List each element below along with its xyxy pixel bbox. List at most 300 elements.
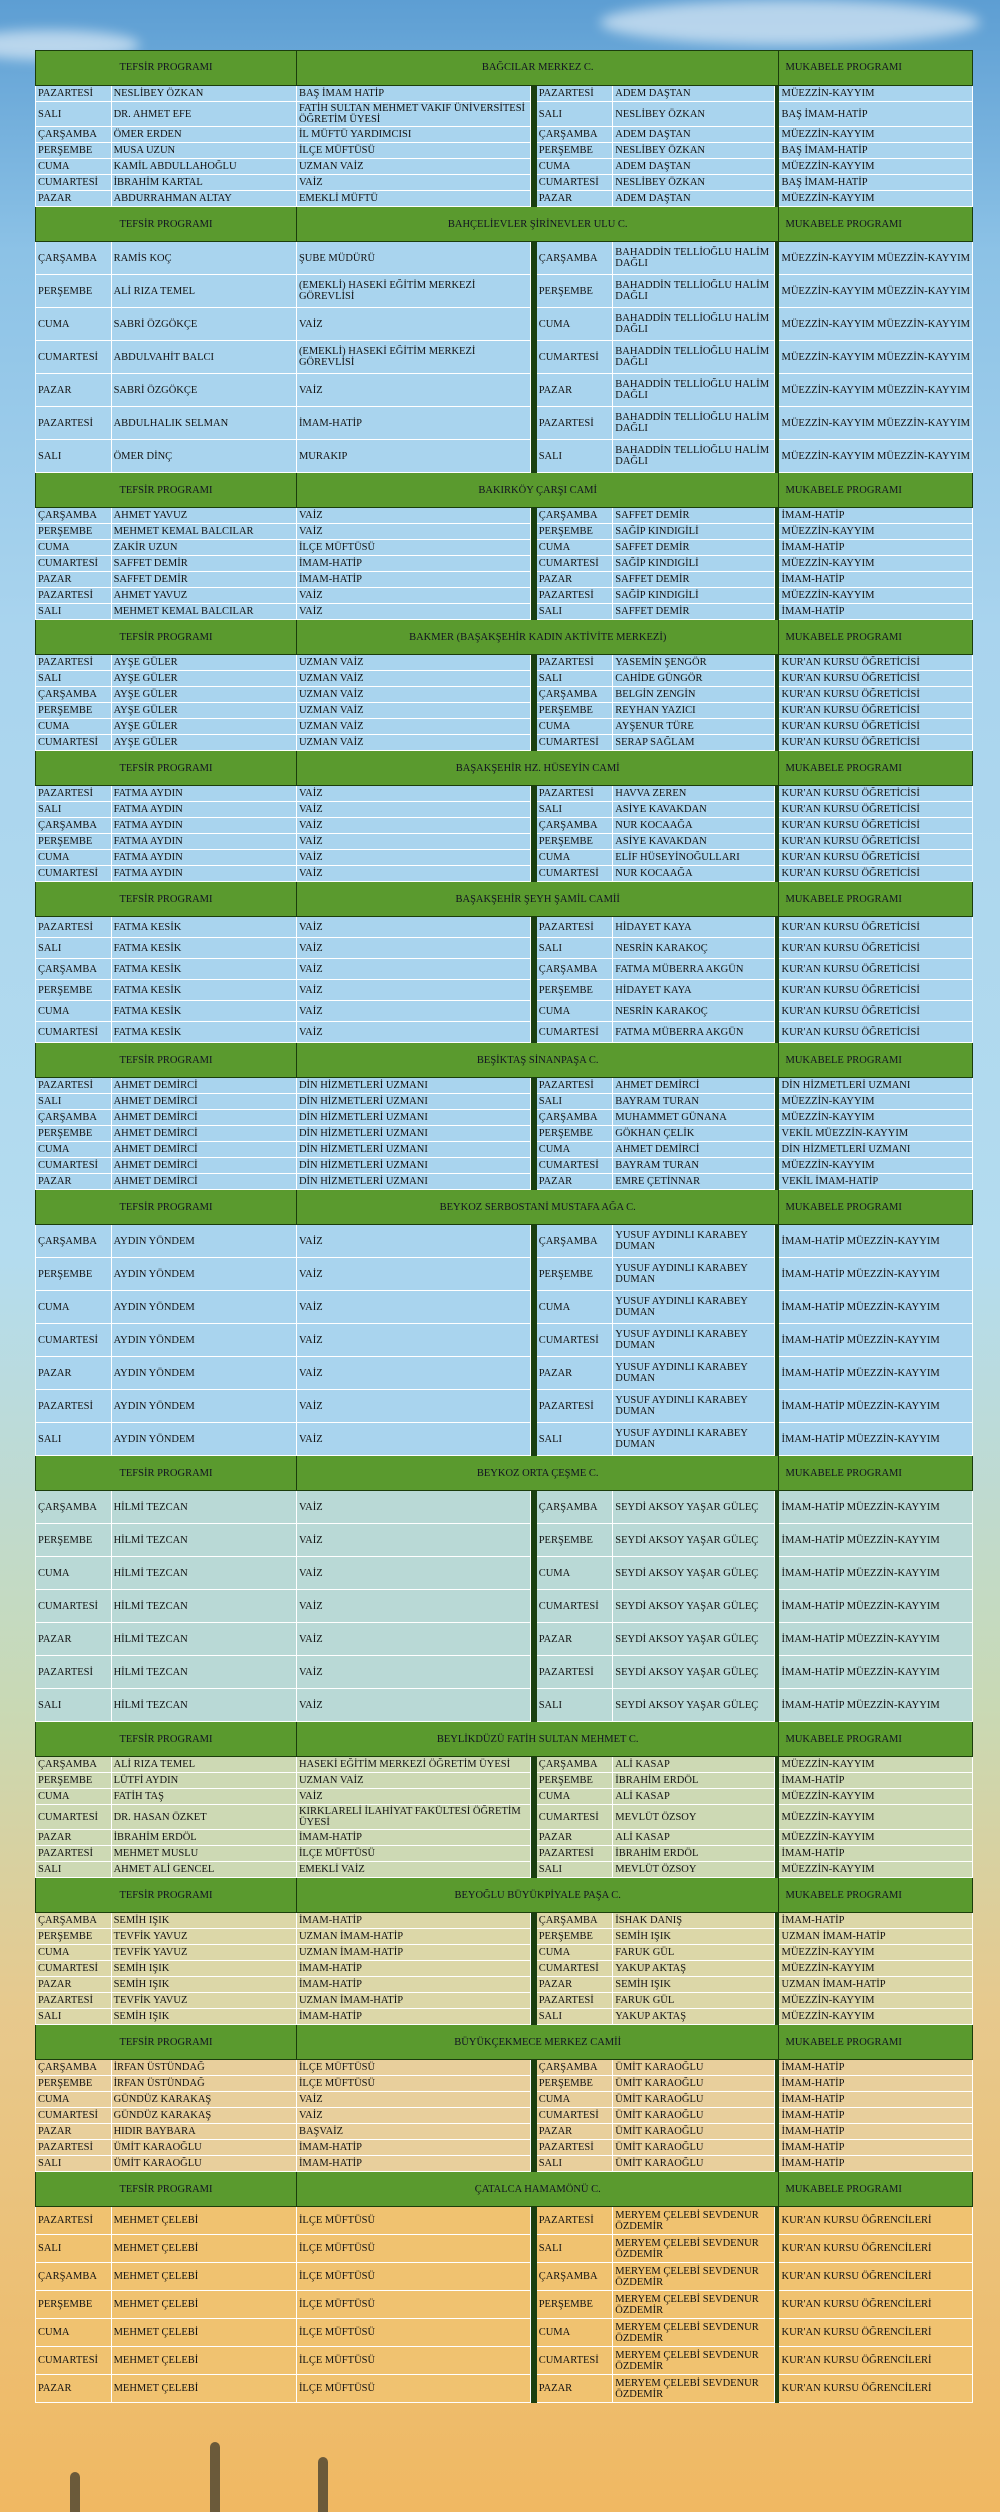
mukabele-day: PAZAR xyxy=(536,1174,613,1190)
tefsir-name: AYŞE GÜLER xyxy=(111,671,296,687)
tefsir-title: İLÇE MÜFTÜSÜ xyxy=(296,1846,530,1862)
mukabele-name: SAĞİP KINDIGİLİ xyxy=(613,524,775,540)
mukabele-day: SALI xyxy=(536,1862,613,1878)
tefsir-title: UZMAN İMAM-HATİP xyxy=(296,1945,530,1961)
mukabele-name: YAKUP AKTAŞ xyxy=(613,1961,775,1977)
table-row xyxy=(36,1977,973,1993)
mukabele-heading: MUKABELE PROGRAMI xyxy=(779,882,973,917)
mukabele-day: PAZARTESİ xyxy=(536,588,613,604)
tefsir-name: AYDIN YÖNDEM xyxy=(111,1390,296,1423)
mukabele-title: İMAM-HATİP MÜEZZİN-KAYYIM xyxy=(779,1423,973,1456)
tefsir-day: ÇARŞAMBA xyxy=(36,959,112,980)
tefsir-title: VAİZ xyxy=(296,938,530,959)
tefsir-name: SAFFET DEMİR xyxy=(111,572,296,588)
mukabele-title: İMAM-HATİP xyxy=(779,604,973,620)
mukabele-day: CUMARTESİ xyxy=(536,1590,613,1623)
tefsir-title: DİN HİZMETLERİ UZMANI xyxy=(296,1142,530,1158)
table-row xyxy=(36,1174,973,1190)
tefsir-day: PAZAR xyxy=(36,2375,112,2403)
section-header xyxy=(36,620,973,655)
tefsir-title: İMAM-HATİP xyxy=(296,407,530,440)
tefsir-title: İLÇE MÜFTÜSÜ xyxy=(296,2291,530,2319)
tefsir-name: MUSA UZUN xyxy=(111,143,296,159)
mukabele-name: İSHAK DANIŞ xyxy=(613,1913,775,1929)
mukabele-name: NESLİBEY ÖZKAN xyxy=(613,175,775,191)
mukabele-name: FATMA MÜBERRA AKGÜN xyxy=(613,959,775,980)
tefsir-title: VAİZ xyxy=(296,604,530,620)
tefsir-day: CUMA xyxy=(36,2092,112,2108)
mukabele-day: CUMA xyxy=(536,719,613,735)
tefsir-day: ÇARŞAMBA xyxy=(36,1110,112,1126)
mukabele-title: İMAM-HATİP xyxy=(779,2076,973,2092)
mukabele-day: ÇARŞAMBA xyxy=(536,1225,613,1258)
tefsir-title: VAİZ xyxy=(296,866,530,882)
table-row xyxy=(36,1126,973,1142)
tefsir-day: SALI xyxy=(36,1689,112,1722)
tefsir-title: UZMAN VAİZ xyxy=(296,655,530,671)
tefsir-day: CUMA xyxy=(36,1557,112,1590)
mukabele-title: MÜEZZİN-KAYYIM xyxy=(779,191,973,207)
section-header xyxy=(36,1878,973,1913)
mukabele-name: YUSUF AYDINLI KARABEY DUMAN xyxy=(613,1390,775,1423)
tefsir-name: İRFAN ÜSTÜNDAĞ xyxy=(111,2076,296,2092)
mukabele-name: YUSUF AYDINLI KARABEY DUMAN xyxy=(613,1225,775,1258)
tefsir-title: VAİZ xyxy=(296,1258,530,1291)
mukabele-day: ÇARŞAMBA xyxy=(536,1491,613,1524)
table-row xyxy=(36,86,973,102)
table-row xyxy=(36,1961,973,1977)
mukabele-name: AHMET DEMİRCİ xyxy=(613,1078,775,1094)
tefsir-title: İMAM-HATİP xyxy=(296,1977,530,1993)
table-row xyxy=(36,2009,973,2025)
mukabele-day: ÇARŞAMBA xyxy=(536,1110,613,1126)
tefsir-name: AHMET DEMİRCİ xyxy=(111,1174,296,1190)
mukabele-name: NESLİBEY ÖZKAN xyxy=(613,102,775,127)
mukabele-name: SEYDİ AKSOY YAŞAR GÜLEÇ xyxy=(613,1623,775,1656)
mukabele-name: SEMİH IŞIK xyxy=(613,1977,775,1993)
tefsir-name: AYDIN YÖNDEM xyxy=(111,1258,296,1291)
tefsir-title: VAİZ xyxy=(296,1022,530,1043)
tefsir-title: VAİZ xyxy=(296,524,530,540)
mukabele-name: NESRİN KARAKOÇ xyxy=(613,1001,775,1022)
table-row xyxy=(36,191,973,207)
table-row xyxy=(36,2124,973,2140)
tefsir-day: SALI xyxy=(36,2156,112,2172)
table-row xyxy=(36,1094,973,1110)
tefsir-title: VAİZ xyxy=(296,1225,530,1258)
tefsir-day: PAZARTESİ xyxy=(36,786,112,802)
mukabele-name: SEYDİ AKSOY YAŞAR GÜLEÇ xyxy=(613,1590,775,1623)
tefsir-day: CUMARTESİ xyxy=(36,735,112,751)
mukabele-name: SERAP SAĞLAM xyxy=(613,735,775,751)
table-row xyxy=(36,2319,973,2347)
tefsir-title: VAİZ xyxy=(296,959,530,980)
tefsir-heading: TEFSİR PROGRAMI xyxy=(36,2172,297,2207)
tefsir-name: FATMA KESİK xyxy=(111,938,296,959)
tefsir-day: ÇARŞAMBA xyxy=(36,2060,112,2076)
tefsir-name: AHMET DEMİRCİ xyxy=(111,1078,296,1094)
tefsir-title: İLÇE MÜFTÜSÜ xyxy=(296,2347,530,2375)
table-row xyxy=(36,2156,973,2172)
tefsir-day: SALI xyxy=(36,1423,112,1456)
mukabele-name: SEYDİ AKSOY YAŞAR GÜLEÇ xyxy=(613,1524,775,1557)
tefsir-day: CUMA xyxy=(36,2319,112,2347)
tefsir-name: NESLİBEY ÖZKAN xyxy=(111,86,296,102)
mosque-title: BEYKOZ SERBOSTANİ MUSTAFA AĞA C. xyxy=(296,1190,779,1225)
mukabele-day: PAZAR xyxy=(536,2375,613,2403)
tefsir-title: İMAM-HATİP xyxy=(296,2009,530,2025)
mosque-title: BEYOĞLU BÜYÜKPİYALE PAŞA C. xyxy=(296,1878,779,1913)
tefsir-title: İLÇE MÜFTÜSÜ xyxy=(296,540,530,556)
mukabele-title: MÜEZZİN-KAYYIM xyxy=(779,1094,973,1110)
table-row xyxy=(36,1390,973,1423)
mosque-title: BAKIRKÖY ÇARŞI CAMİ xyxy=(296,473,779,508)
mukabele-title: MÜEZZİN-KAYYIM MÜEZZİN-KAYYIM xyxy=(779,242,973,275)
mukabele-name: İBRAHİM ERDÖL xyxy=(613,1846,775,1862)
tefsir-title: İLÇE MÜFTÜSÜ xyxy=(296,2060,530,2076)
table-row xyxy=(36,1557,973,1590)
tefsir-day: CUMARTESİ xyxy=(36,1805,112,1830)
mukabele-title: İMAM-HATİP MÜEZZİN-KAYYIM xyxy=(779,1557,973,1590)
mukabele-day: CUMA xyxy=(536,159,613,175)
mukabele-title: İMAM-HATİP xyxy=(779,2124,973,2140)
mukabele-day: PAZARTESİ xyxy=(536,2207,613,2235)
tefsir-title: UZMAN İMAM-HATİP xyxy=(296,1993,530,2009)
tefsir-title: VAİZ xyxy=(296,834,530,850)
table-row xyxy=(36,866,973,882)
mosque-title: BAHÇELİEVLER ŞİRİNEVLER ULU C. xyxy=(296,207,779,242)
tefsir-day: CUMA xyxy=(36,1291,112,1324)
tefsir-day: CUMARTESİ xyxy=(36,866,112,882)
tefsir-title: VAİZ xyxy=(296,175,530,191)
mukabele-name: SEMİH IŞIK xyxy=(613,1929,775,1945)
mukabele-title: MÜEZZİN-KAYYIM xyxy=(779,588,973,604)
tefsir-day: SALI xyxy=(36,604,112,620)
mukabele-name: YASEMİN ŞENGÖR xyxy=(613,655,775,671)
mukabele-title: MÜEZZİN-KAYYIM xyxy=(779,1110,973,1126)
mukabele-day: CUMARTESİ xyxy=(536,1805,613,1830)
mukabele-name: MERYEM ÇELEBİ SEVDENUR ÖZDEMİR xyxy=(613,2235,775,2263)
tefsir-day: PERŞEMBE xyxy=(36,1258,112,1291)
tefsir-name: HİLMİ TEZCAN xyxy=(111,1590,296,1623)
mukabele-title: KUR'AN KURSU ÖĞRETİCİSİ xyxy=(779,671,973,687)
tefsir-name: HİLMİ TEZCAN xyxy=(111,1557,296,1590)
mukabele-title: KUR'AN KURSU ÖĞRENCİLERİ xyxy=(779,2375,973,2403)
tefsir-name: FATİH TAŞ xyxy=(111,1789,296,1805)
tefsir-day: PAZARTESİ xyxy=(36,86,112,102)
tefsir-name: AHMET DEMİRCİ xyxy=(111,1094,296,1110)
mukabele-title: KUR'AN KURSU ÖĞRENCİLERİ xyxy=(779,2263,973,2291)
table-row xyxy=(36,2108,973,2124)
table-row xyxy=(36,1773,973,1789)
tefsir-title: UZMAN VAİZ xyxy=(296,159,530,175)
tefsir-title: DİN HİZMETLERİ UZMANI xyxy=(296,1078,530,1094)
mukabele-name: MERYEM ÇELEBİ SEVDENUR ÖZDEMİR xyxy=(613,2207,775,2235)
tefsir-title: DİN HİZMETLERİ UZMANI xyxy=(296,1094,530,1110)
section-header xyxy=(36,1722,973,1757)
mukabele-day: PAZARTESİ xyxy=(536,407,613,440)
tefsir-day: CUMA xyxy=(36,719,112,735)
mukabele-day: PERŞEMBE xyxy=(536,834,613,850)
tefsir-name: ABDULHALIK SELMAN xyxy=(111,407,296,440)
tefsir-title: EMEKLİ MÜFTÜ xyxy=(296,191,530,207)
tefsir-name: AHMET DEMİRCİ xyxy=(111,1126,296,1142)
tefsir-name: TEVFİK YAVUZ xyxy=(111,1993,296,2009)
tefsir-name: MEHMET ÇELEBİ xyxy=(111,2235,296,2263)
tefsir-heading: TEFSİR PROGRAMI xyxy=(36,1722,297,1757)
tefsir-day: CUMARTESİ xyxy=(36,1590,112,1623)
mukabele-name: SAFFET DEMİR xyxy=(613,572,775,588)
tefsir-name: FATMA AYDIN xyxy=(111,802,296,818)
table-row xyxy=(36,1846,973,1862)
tefsir-day: PERŞEMBE xyxy=(36,980,112,1001)
mukabele-title: MÜEZZİN-KAYYIM MÜEZZİN-KAYYIM xyxy=(779,275,973,308)
tefsir-title: VAİZ xyxy=(296,1656,530,1689)
mukabele-name: FARUK GÜL xyxy=(613,1945,775,1961)
tefsir-day: SALI xyxy=(36,938,112,959)
mukabele-day: ÇARŞAMBA xyxy=(536,1757,613,1773)
table-row xyxy=(36,1142,973,1158)
tefsir-day: PERŞEMBE xyxy=(36,1773,112,1789)
tefsir-name: AYDIN YÖNDEM xyxy=(111,1291,296,1324)
table-row xyxy=(36,671,973,687)
tefsir-title: VAİZ xyxy=(296,1390,530,1423)
mukabele-name: ÜMİT KARAOĞLU xyxy=(613,2092,775,2108)
mukabele-title: KUR'AN KURSU ÖĞRENCİLERİ xyxy=(779,2347,973,2375)
tefsir-day: CUMARTESİ xyxy=(36,2347,112,2375)
tefsir-name: ÜMİT KARAOĞLU xyxy=(111,2140,296,2156)
mukabele-title: İMAM-HATİP xyxy=(779,1913,973,1929)
tefsir-title: VAİZ xyxy=(296,1423,530,1456)
mukabele-name: AYŞENUR TÜRE xyxy=(613,719,775,735)
tefsir-title: ŞUBE MÜDÜRÜ xyxy=(296,242,530,275)
tefsir-day: PAZARTESİ xyxy=(36,917,112,938)
table-row xyxy=(36,127,973,143)
mukabele-name: YUSUF AYDINLI KARABEY DUMAN xyxy=(613,1324,775,1357)
tefsir-day: SALI xyxy=(36,1094,112,1110)
mukabele-name: SAFFET DEMİR xyxy=(613,604,775,620)
table-row xyxy=(36,102,973,127)
mukabele-day: SALI xyxy=(536,938,613,959)
table-row xyxy=(36,1913,973,1929)
mukabele-day: ÇARŞAMBA xyxy=(536,959,613,980)
mukabele-name: REYHAN YAZICI xyxy=(613,703,775,719)
mukabele-title: İMAM-HATİP xyxy=(779,2092,973,2108)
tefsir-name: LÜTFİ AYDIN xyxy=(111,1773,296,1789)
tefsir-name: MEHMET ÇELEBİ xyxy=(111,2207,296,2235)
tefsir-name: AYDIN YÖNDEM xyxy=(111,1357,296,1390)
tefsir-day: PAZARTESİ xyxy=(36,2140,112,2156)
tefsir-name: TEVFİK YAVUZ xyxy=(111,1929,296,1945)
tefsir-title: VAİZ xyxy=(296,1524,530,1557)
mukabele-title: MÜEZZİN-KAYYIM xyxy=(779,1961,973,1977)
mukabele-name: NUR KOCAAĞA xyxy=(613,866,775,882)
tefsir-name: MEHMET ÇELEBİ xyxy=(111,2375,296,2403)
mukabele-name: ELİF HÜSEYİNOĞULLARI xyxy=(613,850,775,866)
mukabele-name: EMRE ÇETİNNAR xyxy=(613,1174,775,1190)
mukabele-title: İMAM-HATİP xyxy=(779,540,973,556)
tefsir-day: PERŞEMBE xyxy=(36,275,112,308)
tefsir-name: GÜNDÜZ KARAKAŞ xyxy=(111,2108,296,2124)
table-row xyxy=(36,2263,973,2291)
mukabele-title: DİN HİZMETLERİ UZMANI xyxy=(779,1142,973,1158)
tefsir-title: VAİZ xyxy=(296,2092,530,2108)
mukabele-heading: MUKABELE PROGRAMI xyxy=(779,473,973,508)
mukabele-title: KUR'AN KURSU ÖĞRETİCİSİ xyxy=(779,1001,973,1022)
tefsir-day: CUMA xyxy=(36,540,112,556)
tefsir-name: ÖMER DİNÇ xyxy=(111,440,296,473)
tefsir-name: FATMA KESİK xyxy=(111,1022,296,1043)
tefsir-title: VAİZ xyxy=(296,917,530,938)
table-row xyxy=(36,1656,973,1689)
tefsir-title: İMAM-HATİP xyxy=(296,2140,530,2156)
tefsir-day: PAZAR xyxy=(36,1977,112,1993)
section-header xyxy=(36,207,973,242)
table-row xyxy=(36,1491,973,1524)
tefsir-day: PERŞEMBE xyxy=(36,1524,112,1557)
tefsir-title: VAİZ xyxy=(296,1623,530,1656)
mukabele-day: PERŞEMBE xyxy=(536,703,613,719)
mukabele-day: CUMARTESİ xyxy=(536,2347,613,2375)
tefsir-name: TEVFİK YAVUZ xyxy=(111,1945,296,1961)
mukabele-name: İBRAHİM ERDÖL xyxy=(613,1773,775,1789)
mukabele-day: ÇARŞAMBA xyxy=(536,508,613,524)
tefsir-day: CUMA xyxy=(36,1945,112,1961)
mukabele-name: ADEM DAŞTAN xyxy=(613,127,775,143)
tefsir-name: HİLMİ TEZCAN xyxy=(111,1689,296,1722)
mukabele-title: BAŞ İMAM-HATİP xyxy=(779,175,973,191)
tefsir-heading: TEFSİR PROGRAMI xyxy=(36,620,297,655)
mukabele-title: MÜEZZİN-KAYYIM xyxy=(779,1805,973,1830)
mukabele-name: SAĞİP KINDIGİLİ xyxy=(613,556,775,572)
mukabele-name: ADEM DAŞTAN xyxy=(613,86,775,102)
tefsir-day: SALI xyxy=(36,2009,112,2025)
mukabele-day: CUMA xyxy=(536,1557,613,1590)
mukabele-name: NUR KOCAAĞA xyxy=(613,818,775,834)
mukabele-title: KUR'AN KURSU ÖĞRETİCİSİ xyxy=(779,834,973,850)
tefsir-day: PAZARTESİ xyxy=(36,1390,112,1423)
tefsir-name: İBRAHİM KARTAL xyxy=(111,175,296,191)
tefsir-heading: TEFSİR PROGRAMI xyxy=(36,1456,297,1491)
tefsir-name: ÜMİT KARAOĞLU xyxy=(111,2156,296,2172)
mukabele-title: MÜEZZİN-KAYYIM xyxy=(779,1757,973,1773)
mukabele-title: KUR'AN KURSU ÖĞRENCİLERİ xyxy=(779,2207,973,2235)
mukabele-name: ÜMİT KARAOĞLU xyxy=(613,2156,775,2172)
mukabele-day: CUMARTESİ xyxy=(536,1324,613,1357)
table-row xyxy=(36,1862,973,1878)
table-row xyxy=(36,588,973,604)
mukabele-name: NESRİN KARAKOÇ xyxy=(613,938,775,959)
tefsir-name: AHMET YAVUZ xyxy=(111,508,296,524)
mukabele-day: ÇARŞAMBA xyxy=(536,2060,613,2076)
mukabele-title: İMAM-HATİP MÜEZZİN-KAYYIM xyxy=(779,1324,973,1357)
mukabele-title: İMAM-HATİP MÜEZZİN-KAYYIM xyxy=(779,1590,973,1623)
tefsir-day: ÇARŞAMBA xyxy=(36,508,112,524)
tefsir-title: İLÇE MÜFTÜSÜ xyxy=(296,2076,530,2092)
mukabele-day: PAZARTESİ xyxy=(536,1656,613,1689)
tefsir-title: İLÇE MÜFTÜSÜ xyxy=(296,2263,530,2291)
mukabele-heading: MUKABELE PROGRAMI xyxy=(779,751,973,786)
tefsir-day: CUMA xyxy=(36,308,112,341)
tefsir-day: PAZARTESİ xyxy=(36,588,112,604)
tefsir-name: MEHMET KEMAL BALCILAR xyxy=(111,604,296,620)
table-row xyxy=(36,242,973,275)
tefsir-day: ÇARŞAMBA xyxy=(36,2263,112,2291)
mukabele-day: ÇARŞAMBA xyxy=(536,1913,613,1929)
tefsir-title: UZMAN VAİZ xyxy=(296,671,530,687)
table-row xyxy=(36,1423,973,1456)
table-row xyxy=(36,959,973,980)
tefsir-title: İL MÜFTÜ YARDIMCISI xyxy=(296,127,530,143)
tefsir-title: DİN HİZMETLERİ UZMANI xyxy=(296,1158,530,1174)
mukabele-name: MERYEM ÇELEBİ SEVDENUR ÖZDEMİR xyxy=(613,2291,775,2319)
mukabele-heading: MUKABELE PROGRAMI xyxy=(779,620,973,655)
mosque-title: BEYKOZ ORTA ÇEŞME C. xyxy=(296,1456,779,1491)
tefsir-day: PAZARTESİ xyxy=(36,655,112,671)
tefsir-title: VAİZ xyxy=(296,1324,530,1357)
tefsir-day: CUMARTESİ xyxy=(36,341,112,374)
mukabele-name: BAHADDİN TELLİOĞLU HALİM DAĞLI xyxy=(613,308,775,341)
tefsir-title: İMAM-HATİP xyxy=(296,2156,530,2172)
table-row xyxy=(36,802,973,818)
mukabele-day: PAZARTESİ xyxy=(536,1390,613,1423)
mukabele-day: PERŞEMBE xyxy=(536,275,613,308)
table-row xyxy=(36,850,973,866)
mukabele-title: MÜEZZİN-KAYYIM xyxy=(779,2009,973,2025)
tefsir-title: VAİZ xyxy=(296,374,530,407)
mukabele-day: PAZARTESİ xyxy=(536,917,613,938)
mukabele-day: CUMARTESİ xyxy=(536,1158,613,1174)
tefsir-day: ÇARŞAMBA xyxy=(36,1491,112,1524)
table-row xyxy=(36,1258,973,1291)
tefsir-name: SEMİH IŞIK xyxy=(111,1913,296,1929)
mukabele-name: BAYRAM TURAN xyxy=(613,1158,775,1174)
mukabele-day: PERŞEMBE xyxy=(536,524,613,540)
tefsir-day: ÇARŞAMBA xyxy=(36,1913,112,1929)
mukabele-day: SALI xyxy=(536,802,613,818)
mukabele-day: PERŞEMBE xyxy=(536,2291,613,2319)
tefsir-day: SALI xyxy=(36,671,112,687)
tefsir-day: SALI xyxy=(36,1862,112,1878)
mosque-title: BAKMER (BAŞAKŞEHİR KADIN AKTİVİTE MERKEZİ) xyxy=(296,620,779,655)
tefsir-day: CUMA xyxy=(36,1001,112,1022)
mukabele-title: MÜEZZİN-KAYYIM xyxy=(779,159,973,175)
section-header xyxy=(36,751,973,786)
mukabele-name: ALİ KASAP xyxy=(613,1830,775,1846)
mukabele-day: CUMA xyxy=(536,1142,613,1158)
mukabele-title: KUR'AN KURSU ÖĞRETİCİSİ xyxy=(779,980,973,1001)
tefsir-title: VAİZ xyxy=(296,2108,530,2124)
tefsir-title: İLÇE MÜFTÜSÜ xyxy=(296,143,530,159)
tefsir-name: MEHMET KEMAL BALCILAR xyxy=(111,524,296,540)
tefsir-day: PAZARTESİ xyxy=(36,1656,112,1689)
mukabele-day: PAZAR xyxy=(536,374,613,407)
tefsir-day: PAZAR xyxy=(36,572,112,588)
mukabele-name: MERYEM ÇELEBİ SEVDENUR ÖZDEMİR xyxy=(613,2319,775,2347)
table-row xyxy=(36,938,973,959)
mukabele-name: YUSUF AYDINLI KARABEY DUMAN xyxy=(613,1291,775,1324)
tefsir-name: AHMET DEMİRCİ xyxy=(111,1142,296,1158)
mukabele-title: MÜEZZİN-KAYYIM xyxy=(779,1945,973,1961)
mukabele-title: KUR'AN KURSU ÖĞRETİCİSİ xyxy=(779,866,973,882)
tefsir-name: AHMET DEMİRCİ xyxy=(111,1158,296,1174)
section-header xyxy=(36,51,973,86)
minaret-silhouette xyxy=(210,2442,220,2512)
mukabele-name: YUSUF AYDINLI KARABEY DUMAN xyxy=(613,1258,775,1291)
tefsir-heading: TEFSİR PROGRAMI xyxy=(36,51,297,86)
tefsir-name: AYŞE GÜLER xyxy=(111,719,296,735)
tefsir-name: AHMET YAVUZ xyxy=(111,588,296,604)
